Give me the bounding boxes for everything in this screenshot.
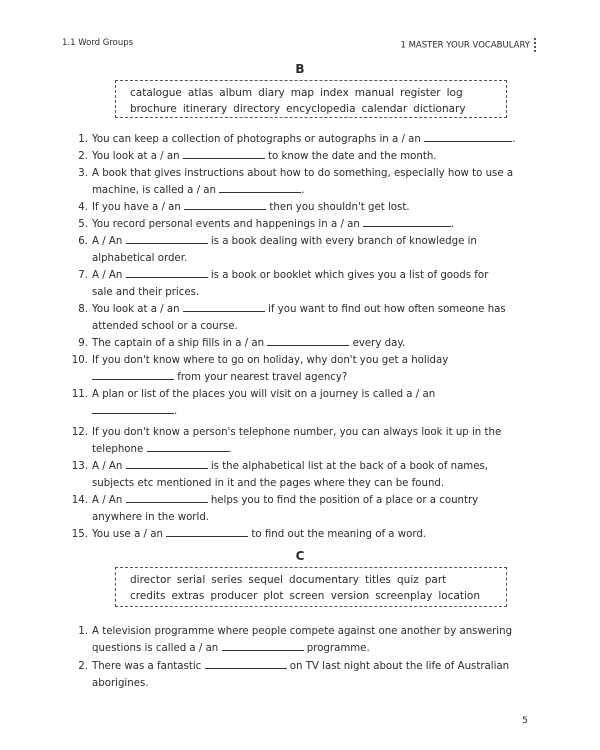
answer-blank[interactable] bbox=[424, 132, 512, 142]
question-text: programme. bbox=[306, 643, 370, 654]
question-number: 14. bbox=[71, 495, 88, 506]
word-item: producer bbox=[210, 590, 258, 602]
answer-blank[interactable] bbox=[184, 200, 266, 210]
word-item: encyclopedia bbox=[286, 103, 356, 115]
question-text: A / An bbox=[92, 461, 123, 472]
question-b9 bbox=[78, 335, 532, 352]
word-item: manual bbox=[354, 87, 395, 99]
answer-blank[interactable] bbox=[363, 217, 451, 227]
word-item: plot bbox=[263, 590, 284, 602]
question-text: to find out the meaning of a word. bbox=[251, 529, 427, 540]
question-text: alphabetical order. bbox=[92, 253, 188, 264]
word-row-c1 bbox=[130, 572, 506, 588]
question-number: 1. bbox=[78, 626, 88, 637]
question-b8 bbox=[78, 301, 532, 335]
question-text: A / An bbox=[92, 236, 123, 247]
question-b5 bbox=[78, 216, 532, 233]
word-item: directory bbox=[233, 103, 281, 115]
word-item: quiz bbox=[397, 574, 419, 586]
question-number: 4. bbox=[78, 202, 88, 213]
question-text: . bbox=[174, 406, 178, 417]
question-text: If you have a / an bbox=[92, 202, 181, 213]
question-b15 bbox=[71, 526, 532, 543]
word-item: series bbox=[211, 574, 243, 586]
question-text: If you don't know a person's telephone number, you can always look it up in the bbox=[92, 427, 502, 438]
answer-blank[interactable] bbox=[166, 527, 248, 537]
word-box-b bbox=[115, 80, 507, 118]
question-text: The captain of a ship fills in a / an bbox=[92, 338, 265, 349]
question-text: machine, is called a / an bbox=[92, 185, 216, 196]
question-text: A / An bbox=[92, 495, 123, 506]
word-item: atlas bbox=[187, 87, 214, 99]
chapter-section-label: 1.1 Word Groups bbox=[62, 38, 134, 48]
question-number: 9. bbox=[78, 338, 88, 349]
question-text: on TV last night about the life of Australian bbox=[289, 661, 510, 672]
word-item: director bbox=[130, 574, 171, 586]
word-item: documentary bbox=[289, 574, 359, 586]
question-number: 1. bbox=[78, 134, 88, 145]
question-c1 bbox=[78, 623, 532, 657]
question-number: 7. bbox=[78, 270, 88, 281]
question-text: . bbox=[301, 185, 305, 196]
word-item: register bbox=[400, 87, 441, 99]
question-text: A plan or list of the places you will visit on a journey is called a / an bbox=[92, 389, 436, 400]
word-item: map bbox=[290, 87, 315, 99]
question-text: You use a / an bbox=[92, 529, 163, 540]
word-item: location bbox=[438, 590, 481, 602]
answer-blank[interactable] bbox=[222, 641, 304, 651]
word-item: dictionary bbox=[413, 103, 466, 115]
word-item: brochure bbox=[130, 103, 177, 115]
question-b10 bbox=[71, 352, 532, 386]
question-number: 6. bbox=[78, 236, 88, 247]
question-number: 3. bbox=[78, 168, 88, 179]
question-b4 bbox=[78, 199, 532, 216]
question-b3 bbox=[78, 165, 532, 199]
question-text: anywhere in the world. bbox=[92, 512, 210, 523]
word-item: serial bbox=[176, 574, 206, 586]
question-b11 bbox=[71, 386, 532, 420]
answer-blank[interactable] bbox=[183, 149, 265, 159]
word-item: log bbox=[446, 87, 463, 99]
question-text: . bbox=[228, 444, 232, 455]
question-text: is the alphabetical list at the back of a book of names, bbox=[210, 461, 489, 472]
answer-blank[interactable] bbox=[267, 336, 349, 346]
question-text: . bbox=[512, 134, 516, 145]
question-text: There was a fantastic bbox=[92, 661, 202, 672]
question-text: telephone bbox=[92, 444, 144, 455]
word-item: screenplay bbox=[375, 590, 433, 602]
question-number: 8. bbox=[78, 304, 88, 315]
page-header bbox=[62, 38, 538, 52]
question-text: If you don't know where to go on holiday, why don't you get a holiday bbox=[92, 355, 449, 366]
question-b14 bbox=[71, 492, 532, 526]
word-row-b2 bbox=[130, 101, 506, 117]
book-title-text: 1 MASTER YOUR VOCABULARY bbox=[400, 40, 530, 51]
dotted-marker-icon bbox=[534, 38, 538, 52]
question-text: if you want to find out how often someone has bbox=[268, 304, 506, 315]
answer-blank[interactable] bbox=[126, 459, 208, 469]
word-item: calendar bbox=[361, 103, 408, 115]
question-text: then you shouldn't get lost. bbox=[269, 202, 410, 213]
question-number: 2. bbox=[78, 151, 88, 162]
question-text: You look at a / an bbox=[92, 304, 180, 315]
question-text: aborigines. bbox=[92, 678, 149, 689]
question-number: 12. bbox=[71, 427, 88, 438]
word-item: itinerary bbox=[182, 103, 228, 115]
question-b2 bbox=[78, 148, 532, 165]
question-b7 bbox=[78, 267, 532, 301]
word-item: extras bbox=[171, 590, 205, 602]
question-number: 15. bbox=[71, 529, 88, 540]
question-text: helps you to find the position of a place or a country bbox=[210, 495, 479, 506]
question-text: is a book or booklet which gives you a list of goods for bbox=[210, 270, 489, 281]
question-b13 bbox=[71, 458, 532, 492]
question-number: 2. bbox=[78, 661, 88, 672]
word-item: sequel bbox=[248, 574, 284, 586]
answer-blank[interactable] bbox=[219, 183, 301, 193]
answer-blank[interactable] bbox=[205, 659, 287, 669]
question-text: attended school or a course. bbox=[92, 321, 238, 332]
section-b-title: B bbox=[295, 62, 305, 76]
word-row-b1 bbox=[130, 85, 506, 101]
word-item: credits bbox=[130, 590, 166, 602]
word-item: album bbox=[219, 87, 253, 99]
word-row-c2 bbox=[130, 588, 506, 604]
question-text: is a book dealing with every branch of knowledge in bbox=[210, 236, 477, 247]
answer-blank[interactable] bbox=[126, 268, 208, 278]
answer-blank[interactable] bbox=[126, 493, 208, 503]
word-item: catalogue bbox=[130, 87, 182, 99]
answer-blank[interactable] bbox=[126, 234, 208, 244]
word-item: screen version bbox=[289, 590, 370, 602]
page-number: 5 bbox=[522, 716, 528, 726]
question-c2 bbox=[78, 658, 532, 692]
question-text: sale and their prices. bbox=[92, 287, 200, 298]
question-b6 bbox=[78, 233, 532, 267]
question-text: questions is called a / an bbox=[92, 643, 219, 654]
question-b12 bbox=[71, 424, 532, 458]
question-text: A television programme where people compete against one another by answering bbox=[92, 626, 513, 637]
answer-blank[interactable] bbox=[92, 404, 174, 414]
question-text: from your nearest travel agency? bbox=[177, 372, 348, 383]
question-text: You can keep a collection of photographs or autographs in a / an bbox=[92, 134, 421, 145]
question-text: . bbox=[451, 219, 455, 230]
question-text: every day. bbox=[352, 338, 406, 349]
answer-blank[interactable] bbox=[92, 370, 174, 380]
question-text: You look at a / an bbox=[92, 151, 180, 162]
answer-blank[interactable] bbox=[147, 442, 229, 452]
question-text: A / An bbox=[92, 270, 123, 281]
question-text: A book that gives instructions about how to do something, especially how to use a bbox=[92, 168, 514, 179]
question-number: 11. bbox=[71, 389, 88, 400]
word-item: part bbox=[424, 574, 447, 586]
word-box-c bbox=[115, 567, 507, 607]
book-title-label bbox=[400, 38, 538, 52]
question-b1 bbox=[78, 131, 532, 148]
question-text: subjects etc mentioned in it and the pages where they can be found. bbox=[92, 478, 445, 489]
question-text: to know the date and the month. bbox=[268, 151, 437, 162]
word-item: diary bbox=[258, 87, 285, 99]
question-number: 13. bbox=[71, 461, 88, 472]
answer-blank[interactable] bbox=[183, 302, 265, 312]
word-item: index bbox=[320, 87, 349, 99]
section-c-title: C bbox=[295, 549, 305, 563]
question-number: 5. bbox=[78, 219, 88, 230]
word-item: titles bbox=[365, 574, 391, 586]
question-number: 10. bbox=[71, 355, 88, 366]
question-text: You record personal events and happenings in a / an bbox=[92, 219, 360, 230]
